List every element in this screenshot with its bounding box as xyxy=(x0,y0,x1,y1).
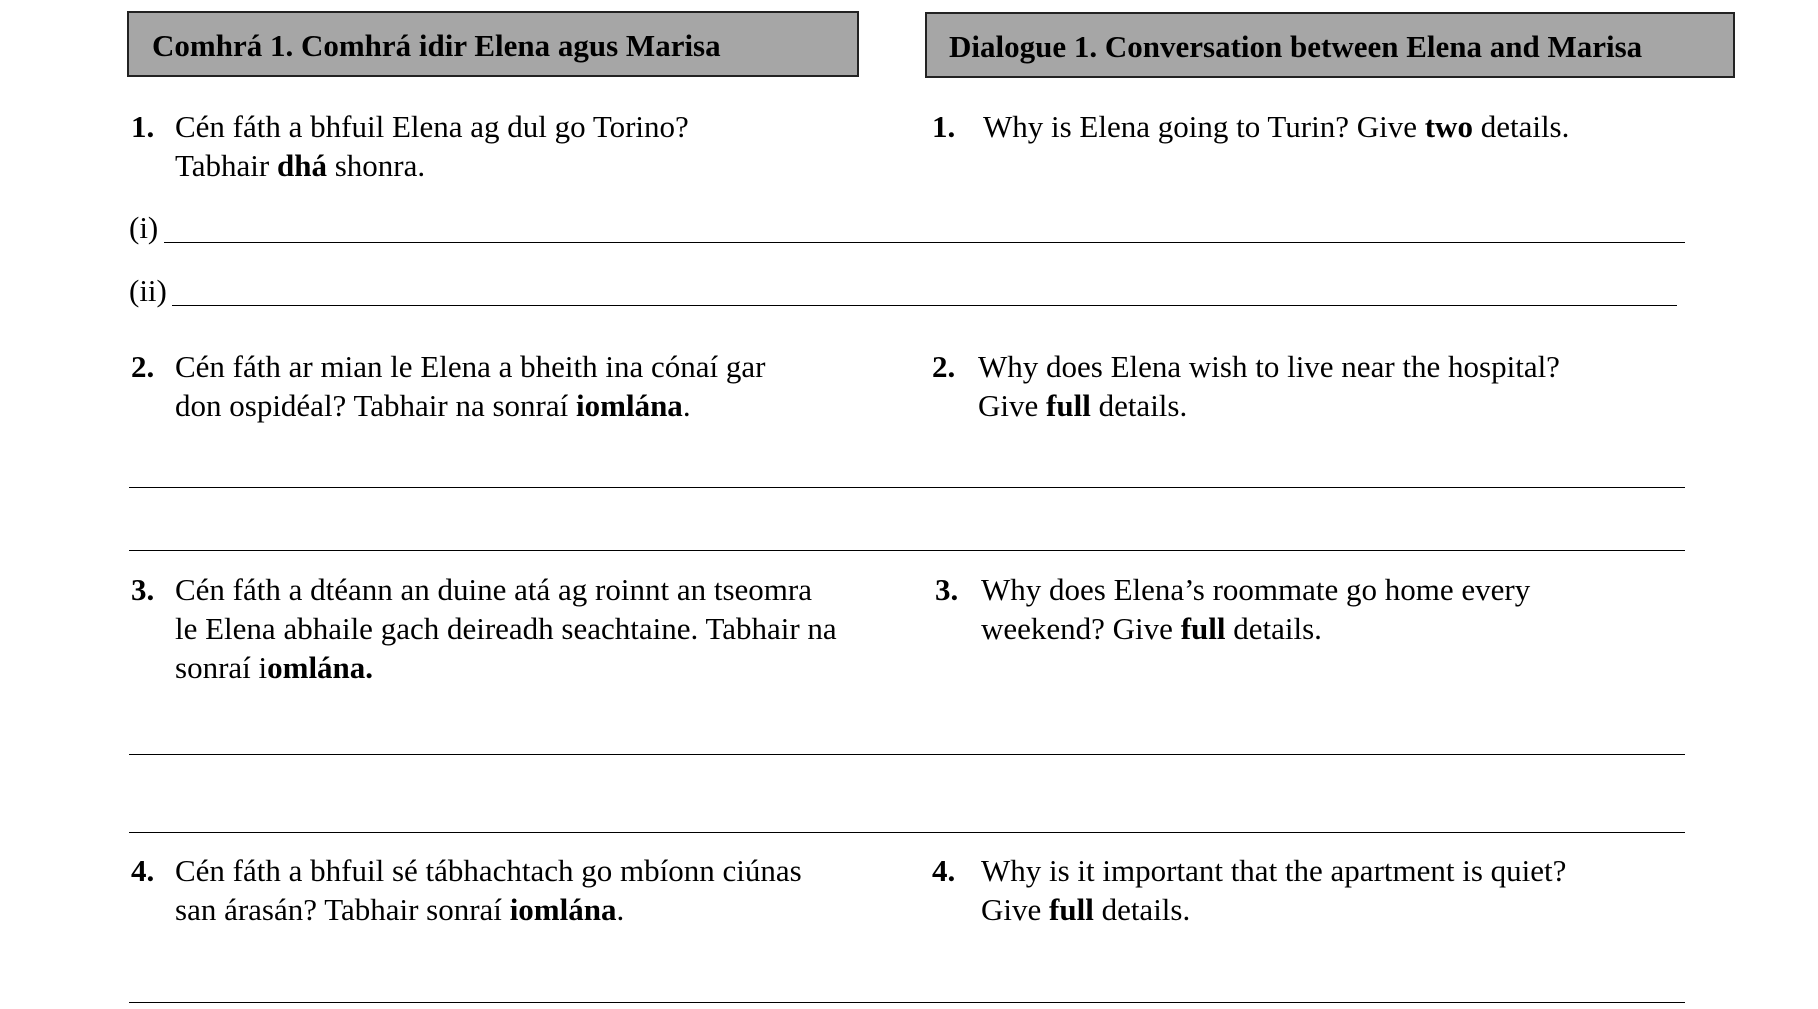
question-1-irish-line-2: Tabhair dhá shonra. xyxy=(175,148,426,183)
question-2-english xyxy=(978,347,1560,425)
answer-line[interactable] xyxy=(172,305,1677,306)
question-4-irish-line-1: Cén fáth a bhfuil sé tábhachtach go mbíonn ciúnas xyxy=(175,853,802,888)
question-2-english-line-2: Give full details. xyxy=(978,388,1188,423)
question-3-irish-line-3: sonraí iomlána. xyxy=(175,650,374,685)
question-4-irish-line-2: san árasán? Tabhair sonraí iomlána. xyxy=(175,892,625,927)
question-3-english-line-2: weekend? Give full details. xyxy=(981,611,1322,646)
question-4-number-english: 4. xyxy=(932,853,956,888)
answer-label-i: (i) xyxy=(129,210,159,245)
question-3-english xyxy=(981,570,1530,648)
question-2-irish xyxy=(175,347,765,425)
answer-line[interactable] xyxy=(129,550,1685,551)
question-3-english-line-1: Why does Elena’s roommate go home every xyxy=(981,572,1531,607)
question-4-english-line-1: Why is it important that the apartment is quiet? xyxy=(981,853,1567,888)
answer-line[interactable] xyxy=(129,1002,1685,1003)
question-4-irish xyxy=(175,851,802,929)
answer-label-ii: (ii) xyxy=(129,273,167,308)
question-1-number-irish: 1. xyxy=(131,109,155,144)
answer-line[interactable] xyxy=(129,832,1685,833)
answer-line[interactable] xyxy=(129,754,1685,755)
question-1-irish-line-1: Cén fáth a bhfuil Elena ag dul go Torino? xyxy=(175,109,689,144)
question-2-english-line-1: Why does Elena wish to live near the hospital? xyxy=(978,349,1560,384)
question-3-irish-line-1: Cén fáth a dtéann an duine atá ag roinnt an tseomra xyxy=(175,572,812,607)
question-2-irish-line-1: Cén fáth ar mian le Elena a bheith ina cónaí gar xyxy=(175,349,766,384)
answer-line[interactable] xyxy=(129,487,1685,488)
question-1-number-english: 1. xyxy=(932,109,956,144)
question-3-irish-line-2: le Elena abhaile gach deireadh seachtaine. Tabhair na xyxy=(175,611,837,646)
question-1-english xyxy=(983,107,1569,146)
question-2-number-english: 2. xyxy=(932,349,956,384)
question-3-irish xyxy=(175,570,837,687)
question-4-english xyxy=(981,851,1566,929)
header-english: Dialogue 1. Conversation between Elena and Marisa xyxy=(925,12,1735,78)
question-2-irish-line-2: don ospidéal? Tabhair na sonraí iomlána. xyxy=(175,388,691,423)
question-4-english-line-2: Give full details. xyxy=(981,892,1191,927)
question-1-irish xyxy=(175,107,689,185)
question-4-number-irish: 4. xyxy=(131,853,155,888)
question-3-number-irish: 3. xyxy=(131,572,155,607)
question-1-english-line-1: Why is Elena going to Turin? Give two details. xyxy=(983,109,1570,144)
header-irish: Comhrá 1. Comhrá idir Elena agus Marisa xyxy=(127,11,859,77)
answer-line[interactable] xyxy=(164,242,1685,243)
question-2-number-irish: 2. xyxy=(131,349,155,384)
question-3-number-english: 3. xyxy=(935,572,959,607)
